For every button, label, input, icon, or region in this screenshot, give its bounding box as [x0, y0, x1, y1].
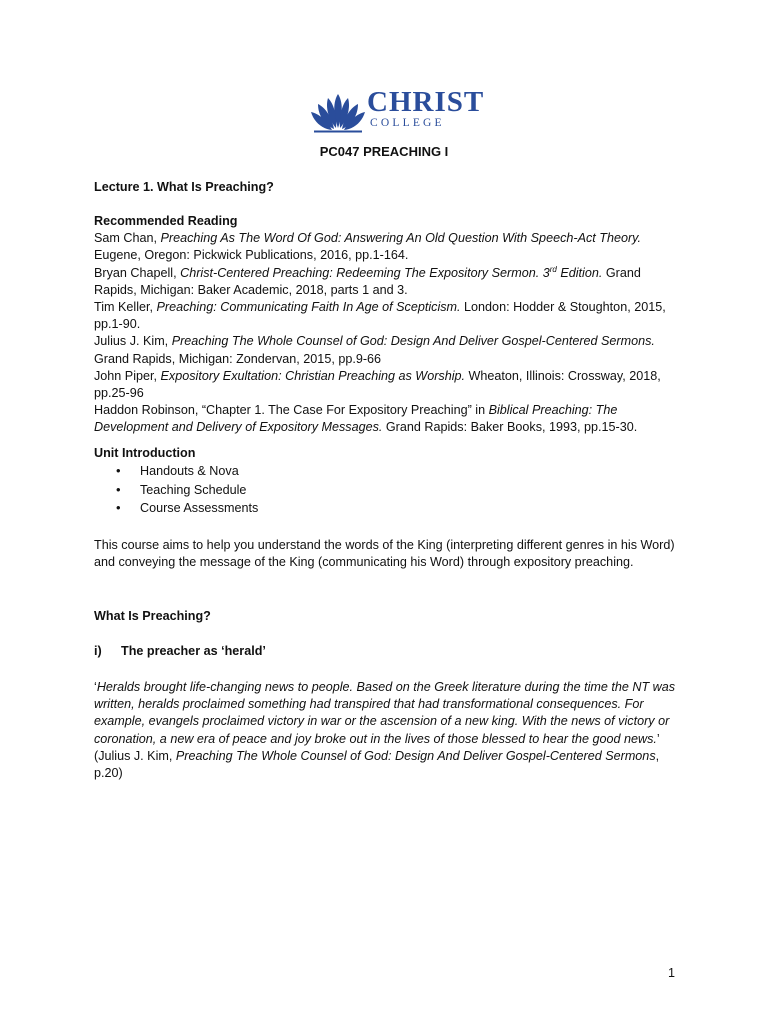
ref-author: Julius J. Kim, — [94, 334, 172, 349]
christ-college-logo — [310, 86, 485, 134]
logo-wordmark: CHRIST — [367, 86, 485, 118]
reference-item — [94, 368, 684, 402]
quote-open-mark: ‘ — [94, 680, 97, 694]
ref-author: Bryan Chapell, — [94, 265, 181, 280]
unit-intro-list — [94, 462, 684, 517]
list-item: • Teaching Schedule — [94, 481, 684, 499]
ref-title-edition: . 3 — [535, 265, 550, 280]
ref-author: Tim Keller, — [94, 300, 157, 315]
list-item: • Handouts & Nova — [94, 462, 684, 480]
ref-title: Preaching As The Word Of God: Answering An Old Question With Speech-Act Theory. — [160, 231, 642, 246]
flame-emblem-icon — [310, 92, 366, 134]
reference-item — [94, 299, 684, 333]
ref-title — [180, 266, 602, 280]
ref-title-superscript: rd — [549, 264, 557, 274]
ref-publication: Wheaton, Illinois: Crossway, 2018, pp.25-96 — [94, 368, 661, 401]
course-aim-paragraph: This course aims to help you understand the words of the King (interpreting different genres in his Word) and conveying the message of the King (communicating his Word) through expository preaching. — [94, 538, 675, 570]
reference-item — [94, 230, 684, 264]
reading-heading: Recommended Reading — [94, 214, 238, 228]
quote-citation-author: ’ (Julius J. Kim, — [94, 731, 660, 763]
reference-item — [94, 265, 684, 299]
subsection-heading: The preacher as ‘herald’ — [121, 644, 266, 658]
list-item: • Course Assessments — [94, 499, 684, 517]
recommended-reading-section — [94, 213, 684, 437]
unit-introduction-section — [94, 445, 684, 517]
course-title: PC047 PREACHING I — [319, 144, 449, 159]
ref-title-main: Christ-Centered Preaching: Redeeming The Expository Sermon — [180, 265, 536, 280]
reference-item — [94, 333, 684, 367]
ref-publication: Grand Rapids, Michigan: Baker Academic, 2018, parts 1 and 3. — [94, 265, 641, 297]
ref-title: Preaching: Communicating Faith In Age of Scepticism. — [156, 300, 461, 315]
ref-title: Biblical Preaching: The Development and Delivery of Expository Messages. — [94, 403, 618, 435]
ref-author: Sam Chan, — [94, 231, 161, 246]
quote-citation-page: , p.20) — [94, 748, 660, 781]
ref-author: John Piper, — [94, 368, 161, 383]
quote-body: Heralds brought life-changing news to people. Based on the Greek literature during the time the NT was written, heralds proclaimed something had transpired that had transformational consequences. For example, evangels proclaimed victory in war or the ascension of a new king. With the news of victory or coronation, a new era of peace and joy broke out in the lives of those blessed to hear the good news. — [94, 680, 676, 746]
reference-item — [94, 402, 684, 436]
section-heading: What Is Preaching? — [94, 609, 211, 623]
ref-publication: Grand Rapids, Michigan: Zondervan, 2015, pp.9-66 — [94, 351, 382, 366]
ref-title-edition-word: Edition. — [556, 265, 603, 280]
ref-title: Preaching The Whole Counsel of God: Design And Deliver Gospel-Centered Sermons. — [171, 334, 655, 349]
reference-list — [94, 230, 684, 436]
ref-author: Haddon Robinson, “Chapter 1. The Case For Expository Preaching” in — [94, 403, 489, 418]
herald-quote — [94, 679, 684, 782]
logo-subtitle: COLLEGE — [370, 117, 445, 129]
unit-intro-heading: Unit Introduction — [94, 446, 196, 460]
subsection-number: i) — [94, 644, 102, 658]
page-number: 1 — [668, 966, 676, 980]
ref-publication: London: Hodder & Stoughton, 2015, pp.1-90. — [94, 300, 666, 332]
ref-publication: Eugene, Oregon: Pickwick Publications, 2016, pp.1-164. — [94, 248, 409, 263]
lecture-heading: Lecture 1. What Is Preaching? — [94, 180, 274, 194]
quote-citation-title: Preaching The Whole Counsel of God: Design And Deliver Gospel-Centered Sermons — [175, 748, 656, 763]
ref-publication: Grand Rapids: Baker Books, 1993, pp.15-30. — [382, 420, 638, 435]
ref-title: Expository Exultation: Christian Preaching as Worship. — [160, 368, 465, 383]
